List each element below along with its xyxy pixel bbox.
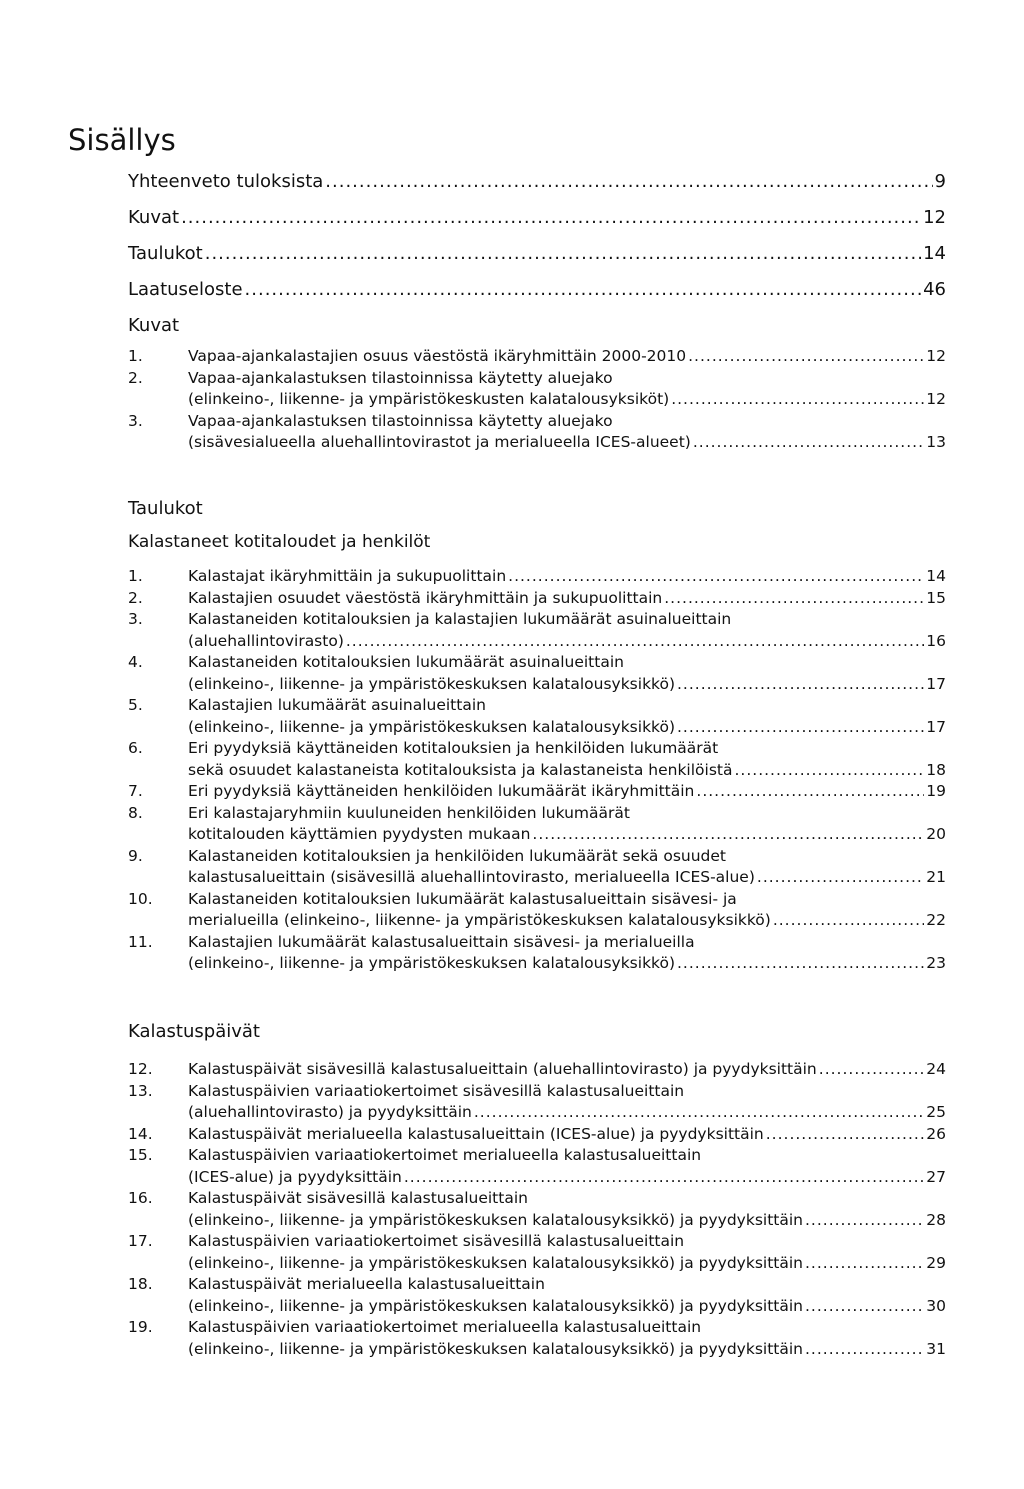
entry-number: 11.	[128, 932, 153, 951]
toc-entry-taulukot[interactable]	[128, 242, 946, 278]
toc-sub-entry[interactable]	[128, 1059, 946, 1081]
entry-text-line: (elinkeino-, liikenne- ja ympäristökeskuksen kalatalousyksikkö) ja pyydyksittäin	[188, 1296, 803, 1315]
entry-text-line: Kalastaneiden kotitalouksien lukumäärät kalastusalueittain sisävesi- ja	[188, 889, 737, 908]
entry-text-line: Kalastuspäivät sisävesillä kalastusalueittain (aluehallintovirasto) ja pyydyksittäin	[188, 1060, 817, 1078]
entry-page: 15	[926, 588, 946, 607]
entry-text-line: Kalastajat ikäryhmittäin ja sukupuolittain	[188, 567, 507, 585]
toc-sub-entry[interactable]	[128, 738, 946, 781]
entry-text-line: (elinkeino-, liikenne- ja ympäristökeskuksen kalatalousyksikkö)	[188, 674, 675, 693]
entry-last-line	[188, 1124, 946, 1146]
entry-body	[188, 889, 946, 932]
toc-sub-entry[interactable]	[128, 566, 946, 588]
entry-text-line: Kalastuspäivien variaatiokertoimet sisävesillä kalastusalueittain	[188, 1081, 685, 1100]
entry-text-line: Vapaa-ajankalastajien osuus väestöstä ikäryhmittäin 2000-2010	[188, 347, 687, 365]
dot-leader	[819, 1059, 925, 1081]
entry-text-line: Vapaa-ajankalastuksen tilastoinnissa käytetty aluejako	[188, 368, 613, 387]
kalastuspaivat-list	[128, 1059, 946, 1360]
entry-number: 3.	[128, 610, 143, 628]
entry-text-line: Kalastaneiden kotitalouksien lukumäärät asuinalueittain	[188, 653, 624, 671]
entry-text-line: Eri kalastajaryhmiin kuuluneiden henkilöiden lukumäärät	[188, 803, 630, 822]
dot-leader	[404, 1167, 924, 1189]
entry-last-line	[188, 1167, 946, 1189]
entry-number: 3.	[128, 411, 143, 430]
entry-text-line: Kalastajien osuudet väestöstä ikäryhmittäin ja sukupuolittain	[188, 588, 663, 607]
entry-number: 13.	[128, 1081, 153, 1100]
entry-body	[188, 566, 946, 588]
entry-body	[188, 1188, 946, 1231]
entry-page: 31	[926, 1339, 946, 1358]
entry-page: 20	[926, 825, 946, 843]
entry-number: 2.	[128, 588, 143, 607]
section-heading-kuvat: Kuvat	[128, 315, 180, 336]
entry-last-line	[188, 1102, 946, 1124]
dot-leader	[735, 760, 925, 782]
entry-text-line: (aluehallintovirasto) ja pyydyksittäin	[188, 1103, 472, 1121]
entry-number: 12.	[128, 1060, 153, 1078]
entry-text-line: Kalastuspäivien variaatiokertoimet merialueella kalastusalueittain	[188, 1318, 702, 1336]
entry-text-line: sekä osuudet kalastaneista kotitalouksista ja kalastaneista henkilöistä	[188, 760, 733, 779]
entry-page: 30	[926, 1296, 946, 1315]
toc-sub-entry[interactable]	[128, 368, 946, 411]
entry-number: 16.	[128, 1189, 153, 1207]
entry-last-line	[188, 1339, 946, 1361]
entry-text-line: Vapaa-ajankalastuksen tilastoinnissa käytetty aluejako	[188, 411, 613, 430]
entry-page: 16	[926, 631, 946, 650]
entry-last-line	[188, 346, 946, 368]
entry-number: 14.	[128, 1124, 153, 1143]
entry-body	[188, 588, 946, 610]
dot-leader	[677, 674, 924, 696]
entry-number: 10.	[128, 889, 153, 908]
entry-number: 17.	[128, 1232, 153, 1250]
dot-leader	[671, 389, 924, 411]
entry-last-line	[188, 389, 946, 411]
entry-text-line: (elinkeino-, liikenne- ja ympäristökeskuksen kalatalousyksikkö) ja pyydyksittäin	[188, 1253, 803, 1272]
toc-sub-entry[interactable]	[128, 1188, 946, 1231]
entry-number: 6.	[128, 739, 143, 757]
toc-sub-entry[interactable]	[128, 609, 946, 652]
section-heading-kalastuspaivat: Kalastuspäivät	[128, 1021, 260, 1042]
toc-sub-entry[interactable]	[128, 1231, 946, 1274]
entry-text-line: Kalastuspäivien variaatiokertoimet merialueella kalastusalueittain	[188, 1146, 702, 1164]
dot-leader	[205, 242, 921, 266]
entry-text-line: Kalastajien lukumäärät kalastusalueittain sisävesi- ja merialueilla	[188, 932, 695, 951]
toc-entry-page: 14	[923, 243, 946, 264]
entry-text-line: (elinkeino-, liikenne- ja ympäristökeskuksen kalatalousyksikkö) ja pyydyksittäin	[188, 1339, 803, 1358]
entry-last-line	[188, 1253, 946, 1275]
entry-page: 18	[926, 760, 946, 779]
entry-last-line	[188, 1210, 946, 1232]
toc-sub-entry[interactable]	[128, 1124, 946, 1146]
toc-sub-entry[interactable]	[128, 1145, 946, 1188]
dot-leader	[677, 717, 924, 739]
dot-leader	[532, 824, 924, 846]
dot-leader	[805, 1296, 924, 1318]
toc-sub-entry[interactable]	[128, 652, 946, 695]
entry-last-line	[188, 1296, 946, 1318]
entry-text-line: kalastusalueittain (sisävesillä aluehallintovirasto, merialueella ICES-alue)	[188, 868, 755, 886]
entry-text-line: Kalastuspäivät merialueella kalastusalueittain	[188, 1275, 545, 1293]
entry-page: 28	[926, 1210, 946, 1229]
entry-last-line	[188, 910, 946, 932]
dot-leader	[805, 1210, 924, 1232]
dot-leader	[346, 631, 924, 653]
entry-page: 22	[926, 911, 946, 929]
entry-number: 15.	[128, 1146, 153, 1164]
toc-sub-entry[interactable]	[128, 1317, 946, 1360]
main-toc-list	[128, 170, 946, 314]
toc-entry-page: 46	[923, 279, 946, 300]
entry-page: 13	[926, 433, 946, 451]
entry-body	[188, 781, 946, 803]
entry-number: 1.	[128, 567, 143, 585]
entry-body	[188, 411, 946, 454]
dot-leader	[757, 867, 924, 889]
dot-leader	[508, 566, 924, 588]
toc-sub-entry[interactable]	[128, 781, 946, 803]
dot-leader	[474, 1102, 924, 1124]
dot-leader	[696, 781, 924, 803]
entry-text-line: Eri pyydyksiä käyttäneiden henkilöiden lukumäärät ikäryhmittäin	[188, 782, 695, 800]
entry-last-line	[188, 674, 946, 696]
entry-last-line	[188, 717, 946, 739]
entry-body	[188, 609, 946, 652]
toc-sub-entry[interactable]	[128, 932, 946, 975]
entry-number: 19.	[128, 1318, 153, 1336]
entry-body	[188, 803, 946, 846]
dot-leader	[181, 206, 921, 230]
subsection-heading-kalastaneet: Kalastaneet kotitaloudet ja henkilöt	[128, 532, 431, 552]
toc-entry-kuvat[interactable]	[128, 206, 946, 242]
entry-text-line: Kalastuspäivien variaatiokertoimet sisävesillä kalastusalueittain	[188, 1232, 685, 1250]
entry-page: 26	[926, 1124, 946, 1143]
entry-last-line	[188, 566, 946, 588]
toc-entry-label: Kuvat	[128, 207, 180, 228]
entry-page: 21	[926, 868, 946, 886]
toc-entry-label: Yhteenveto tuloksista	[128, 171, 324, 192]
entry-body	[188, 1317, 946, 1360]
entry-last-line	[188, 1059, 946, 1081]
entry-last-line	[188, 781, 946, 803]
dot-leader	[766, 1124, 925, 1146]
kuvat-list	[128, 346, 946, 454]
entry-body	[188, 368, 946, 411]
entry-number: 18.	[128, 1275, 153, 1293]
entry-text-line: (elinkeino-, liikenne- ja ympäristökeskuksen kalatalousyksikkö)	[188, 954, 675, 972]
entry-text-line: (elinkeino-, liikenne- ja ympäristökeskuksen kalatalousyksikkö) ja pyydyksittäin	[188, 1210, 803, 1229]
toc-entry-laatuseloste[interactable]	[128, 278, 946, 314]
entry-number: 2.	[128, 368, 143, 387]
entry-page: 12	[926, 347, 946, 365]
entry-number: 9.	[128, 846, 143, 865]
dot-leader	[688, 346, 924, 368]
entry-page: 17	[926, 717, 946, 736]
toc-sub-entry[interactable]	[128, 1274, 946, 1317]
dot-leader	[693, 432, 924, 454]
toc-sub-entry[interactable]	[128, 846, 946, 889]
toc-sub-entry[interactable]	[128, 695, 946, 738]
entry-text-line: Kalastaneiden kotitalouksien ja henkilöiden lukumäärät sekä osuudet	[188, 846, 727, 865]
entry-page: 25	[926, 1103, 946, 1121]
toc-sub-entry[interactable]	[128, 889, 946, 932]
entry-last-line	[188, 588, 946, 610]
toc-entry-label: Taulukot	[128, 243, 203, 264]
dot-leader	[245, 278, 922, 302]
entry-body	[188, 1274, 946, 1317]
toc-sub-entry[interactable]	[128, 803, 946, 846]
entry-body	[188, 932, 946, 975]
entry-text-line: (sisävesialueella aluehallintovirastot ja merialueella ICES-alueet)	[188, 433, 691, 451]
entry-text-line: merialueilla (elinkeino-, liikenne- ja ympäristökeskuksen kalatalousyksikkö)	[188, 911, 771, 929]
entry-page: 12	[926, 390, 946, 408]
toc-sub-entry[interactable]	[128, 1081, 946, 1124]
entry-page: 24	[926, 1060, 946, 1078]
entry-body	[188, 1231, 946, 1274]
taulukot-list	[128, 566, 946, 975]
dot-leader	[805, 1339, 924, 1361]
entry-text-line: Kalastaneiden kotitalouksien ja kalastajien lukumäärät asuinalueittain	[188, 610, 732, 628]
toc-entry-yhteenveto[interactable]	[128, 170, 946, 206]
entry-text-line: Kalastuspäivät sisävesillä kalastusalueittain	[188, 1189, 528, 1207]
entry-body	[188, 1059, 946, 1081]
entry-body	[188, 1124, 946, 1146]
entry-number: 4.	[128, 653, 143, 671]
entry-page: 29	[926, 1253, 946, 1272]
page-title: Sisällys	[68, 123, 176, 157]
entry-last-line	[188, 760, 946, 782]
entry-body	[188, 1145, 946, 1188]
entry-page: 17	[926, 674, 946, 693]
entry-text-line: (elinkeino-, liikenne- ja ympäristökeskuksen kalatalousyksikkö)	[188, 717, 675, 736]
dot-leader	[664, 588, 924, 610]
entry-number: 1.	[128, 347, 143, 365]
entry-body	[188, 652, 946, 695]
entry-number: 8.	[128, 803, 143, 822]
entry-text-line: Kalastajien lukumäärät asuinalueittain	[188, 696, 486, 714]
toc-sub-entry[interactable]	[128, 588, 946, 610]
entry-text-line: kotitalouden käyttämien pyydysten mukaan	[188, 825, 531, 843]
entry-text-line: (ICES-alue) ja pyydyksittäin	[188, 1167, 402, 1186]
dot-leader	[805, 1253, 924, 1275]
entry-page: 23	[926, 954, 946, 972]
entry-text-line: (elinkeino-, liikenne- ja ympäristökeskusten kalatalousyksiköt)	[188, 390, 670, 408]
entry-number: 7.	[128, 782, 143, 800]
entry-body	[188, 738, 946, 781]
entry-body	[188, 346, 946, 368]
toc-sub-entry[interactable]	[128, 411, 946, 454]
entry-page: 14	[926, 567, 946, 585]
entry-body	[188, 846, 946, 889]
entry-last-line	[188, 867, 946, 889]
toc-entry-page: 12	[923, 207, 946, 228]
entry-last-line	[188, 432, 946, 454]
entry-number: 5.	[128, 696, 143, 714]
entry-text-line: (aluehallintovirasto)	[188, 631, 344, 650]
section-heading-taulukot: Taulukot	[128, 498, 203, 519]
entry-text-line: Eri pyydyksiä käyttäneiden kotitalouksien ja henkilöiden lukumäärät	[188, 739, 719, 757]
entry-body	[188, 1081, 946, 1124]
entry-text-line: Kalastuspäivät merialueella kalastusalueittain (ICES-alue) ja pyydyksittäin	[188, 1124, 764, 1143]
dot-leader	[773, 910, 924, 932]
toc-entry-page: 9	[934, 171, 946, 192]
entry-page: 19	[926, 782, 946, 800]
toc-entry-label: Laatuseloste	[128, 279, 243, 300]
entry-last-line	[188, 631, 946, 653]
entry-body	[188, 695, 946, 738]
entry-last-line	[188, 824, 946, 846]
entry-page: 27	[926, 1167, 946, 1186]
dot-leader	[677, 953, 924, 975]
dot-leader	[325, 170, 932, 194]
toc-sub-entry[interactable]	[128, 346, 946, 368]
entry-last-line	[188, 953, 946, 975]
